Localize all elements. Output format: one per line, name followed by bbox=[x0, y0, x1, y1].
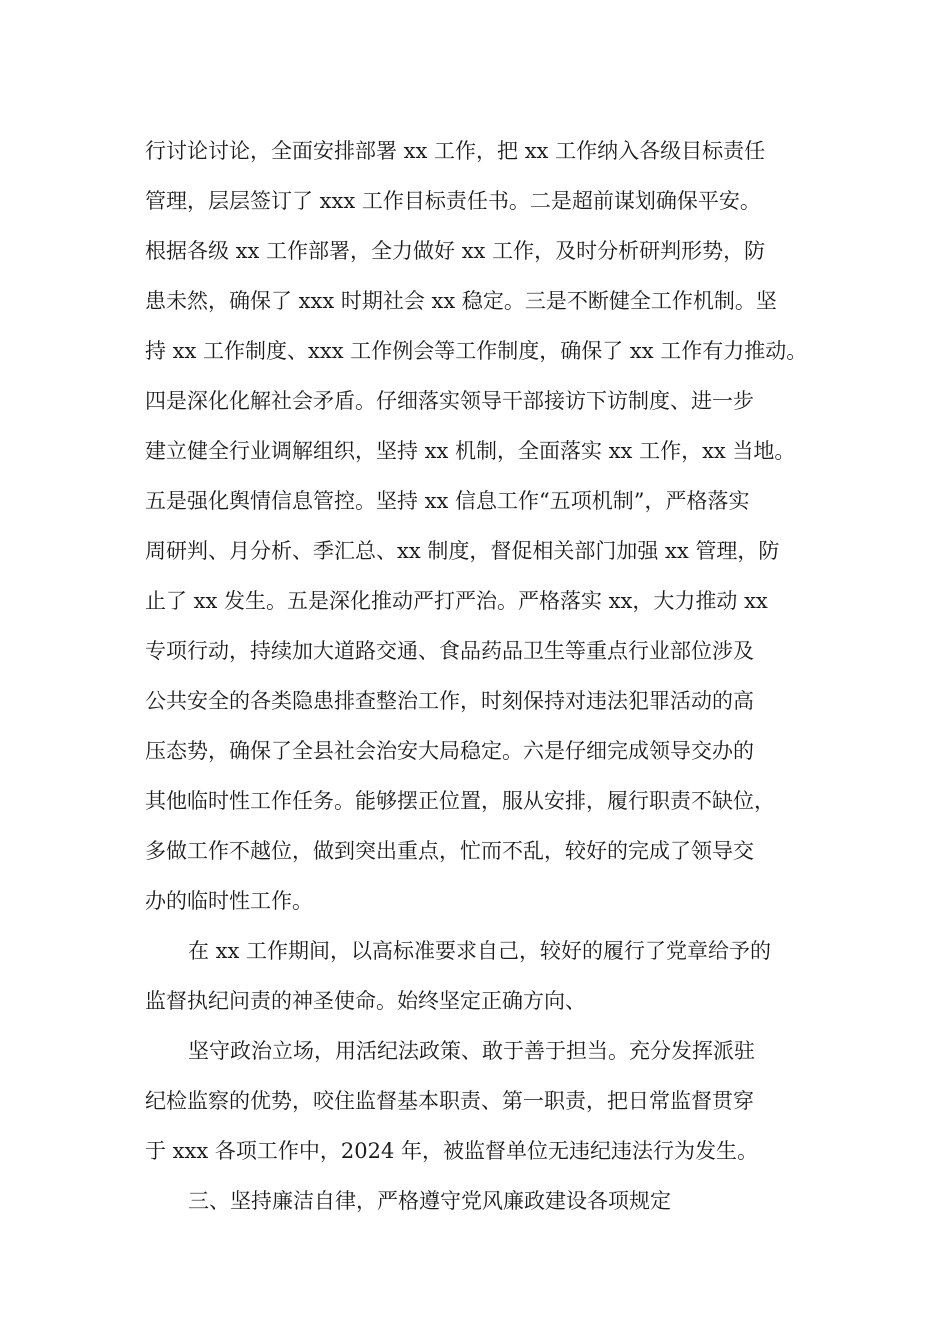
paragraph-line: 纪检监察的优势，咬住监督基本职责、第一职责，把日常监督贯穿 bbox=[145, 1089, 754, 1113]
paragraph-line: 根据各级 xx 工作部署，全力做好 xx 工作，及时分析研判形势，防 bbox=[145, 239, 766, 263]
paragraph-line: 行讨论讨论，全面安排部署 xx 工作，把 xx 工作纳入各级目标责任 bbox=[145, 139, 766, 163]
paragraph-line: 压态势，确保了全县社会治安大局稳定。六是仔细完成领导交办的 bbox=[145, 739, 754, 763]
paragraph-line: 于 xxx 各项工作中，2024 年，被监督单位无违纪违法行为发生。 bbox=[145, 1139, 758, 1163]
paragraph-line: 其他临时性工作任务。能够摆正位置，服从安排，履行职责不缺位， bbox=[145, 789, 775, 813]
paragraph-line: 持 xx 工作制度、xxx 工作例会等工作制度，确保了 xx 工作有力推动。 bbox=[145, 339, 808, 363]
paragraph-line: 五是强化舆情信息管控。坚持 xx 信息工作“五项机制”，严格落实 bbox=[145, 489, 750, 513]
paragraph-line: 管理，层层签订了 xxx 工作目标责任书。二是超前谋划确保平安。 bbox=[145, 189, 761, 213]
paragraph-line: 四是深化化解社会矛盾。仔细落实领导干部接访下访制度、进一步 bbox=[145, 389, 754, 413]
section-heading: 三、坚持廉洁自律，严格遵守党风廉政建设各项规定 bbox=[188, 1189, 671, 1213]
paragraph-line: 专项行动，持续加大道路交通、食品药品卫生等重点行业部位涉及 bbox=[145, 639, 754, 663]
paragraph-line: 患未然，确保了 xxx 时期社会 xx 稳定。三是不断健全工作机制。坚 bbox=[145, 289, 777, 313]
paragraph-line: 监督执纪问责的神圣使命。始终坚定正确方向、 bbox=[145, 989, 586, 1013]
paragraph-line: 在 xx 工作期间，以高标准要求自己，较好的履行了党章给予的 bbox=[188, 939, 772, 963]
paragraph-line: 周研判、月分析、季汇总、xx 制度，督促相关部门加强 xx 管理，防 bbox=[145, 539, 780, 563]
paragraph-line: 办的临时性工作。 bbox=[145, 889, 313, 913]
paragraph-line: 止了 xx 发生。五是深化推动严打严治。严格落实 xx，大力推动 xx bbox=[145, 589, 768, 613]
paragraph-line: 建立健全行业调解组织，坚持 xx 机制，全面落实 xx 工作，xx 当地。 bbox=[145, 439, 796, 463]
paragraph-line: 多做工作不越位，做到突出重点，忙而不乱，较好的完成了领导交 bbox=[145, 839, 754, 863]
paragraph-line: 公共安全的各类隐患排查整治工作，时刻保持对违法犯罪活动的高 bbox=[145, 689, 754, 713]
paragraph-line: 坚守政治立场，用活纪法政策、敢于善于担当。充分发挥派驻 bbox=[188, 1039, 755, 1063]
